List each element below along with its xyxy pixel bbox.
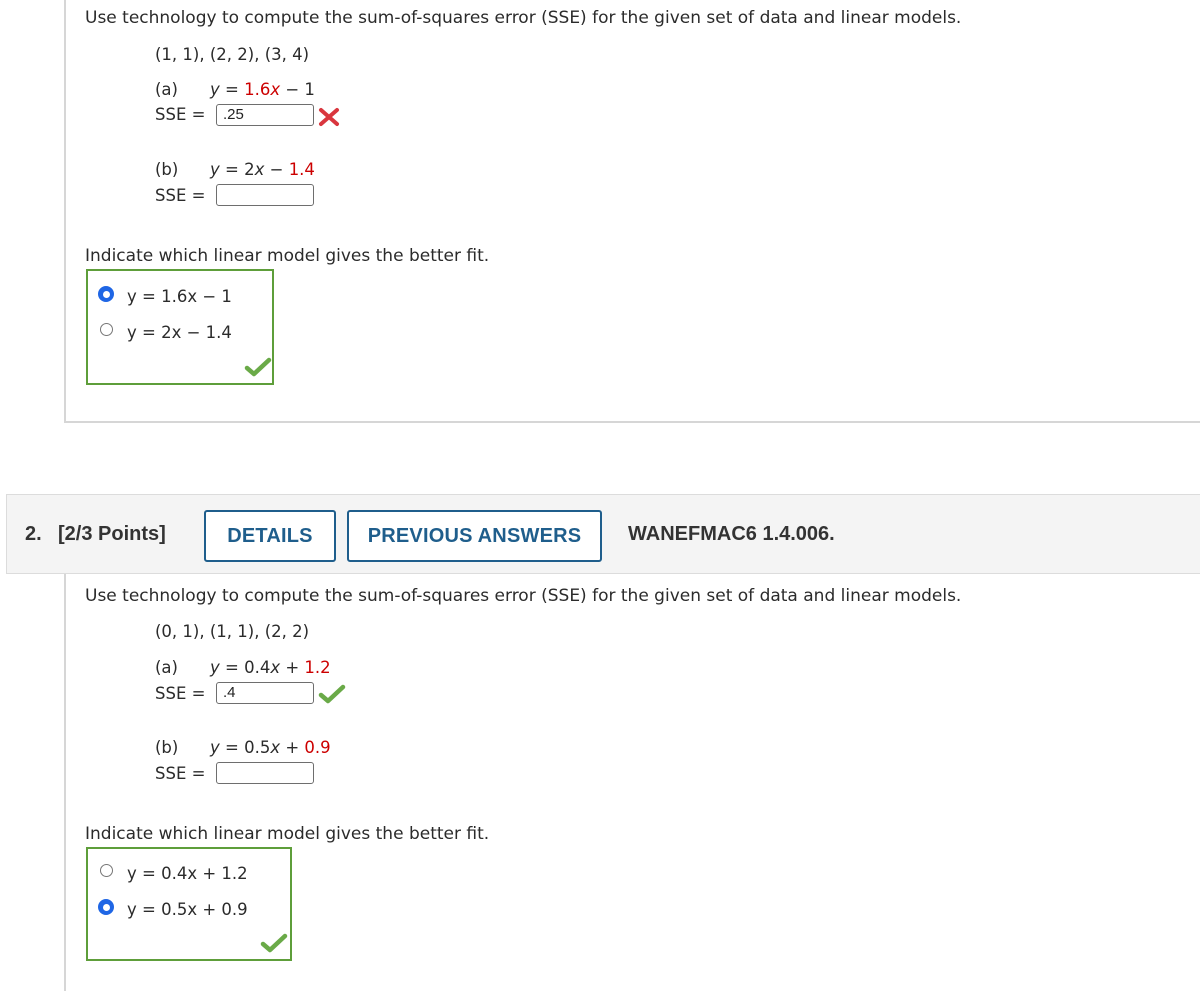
problem1-part-a-sse-input[interactable]: .25 xyxy=(216,104,314,126)
problem2-better-fit-prompt: Indicate which linear model gives the better fit. xyxy=(85,824,490,844)
eq-prefix: y = 0.5x + xyxy=(210,738,305,757)
problem1-part-b-sse-input[interactable] xyxy=(216,184,314,206)
problem2-part-a-equation xyxy=(210,658,331,677)
problem1-better-fit-prompt: Indicate which linear model gives the better fit. xyxy=(85,246,490,266)
eq-suffix: − 1 xyxy=(280,80,315,99)
problem1-part-b-equation xyxy=(210,160,315,179)
correct-check-icon xyxy=(260,933,288,957)
previous-answers-button[interactable]: PREVIOUS ANSWERS xyxy=(347,510,602,562)
eq-constant: 1.4 xyxy=(288,160,315,179)
problem2-points: [2/3 Points] xyxy=(58,523,166,545)
problem2-instructions: Use technology to compute the sum-of-squares error (SSE) for the given set of data and linear models. xyxy=(85,586,962,606)
problem2-part-a-label: (a) xyxy=(155,658,178,677)
eq-constant: 1.2 xyxy=(304,658,331,677)
problem1-left-border xyxy=(64,0,66,423)
problem2-part-a-sse-input[interactable]: .4 xyxy=(216,682,314,704)
problem2-part-b-sse-label: SSE = xyxy=(155,764,206,783)
eq-coefficient: 1.6 xyxy=(244,80,271,99)
problem1-part-b-label: (b) xyxy=(155,160,179,179)
incorrect-x-icon xyxy=(318,107,340,131)
problem2-number: 2. xyxy=(25,523,42,545)
problem1-choice-1-radio[interactable] xyxy=(98,286,114,302)
problem2-data-points: (0, 1), (1, 1), (2, 2) xyxy=(155,622,310,641)
eq-var: x xyxy=(270,80,281,99)
problem2-part-b-label: (b) xyxy=(155,738,179,757)
problem1-part-a-sse-label: SSE = xyxy=(155,105,206,124)
details-button[interactable]: DETAILS xyxy=(204,510,336,562)
eq-prefix: y = 2x − xyxy=(210,160,289,179)
problem1-bottom-border xyxy=(64,421,1200,423)
correct-check-icon xyxy=(318,684,346,708)
eq-prefix: y = xyxy=(210,80,245,99)
problem1-part-b-sse-label: SSE = xyxy=(155,186,206,205)
problem1-choice-2-radio[interactable] xyxy=(100,323,113,336)
problem2-part-a-sse-label: SSE = xyxy=(155,684,206,703)
problem2-part-b-equation xyxy=(210,738,331,757)
problem2-part-b-sse-input[interactable] xyxy=(216,762,314,784)
correct-check-icon xyxy=(244,357,272,381)
problem1-part-a-equation xyxy=(210,80,315,99)
eq-constant: 0.9 xyxy=(304,738,331,757)
problem2-left-border xyxy=(64,574,66,991)
problem2-code: WANEFMAC6 1.4.006. xyxy=(628,523,835,545)
problem2-header-bar xyxy=(6,494,1200,574)
problem1-part-a-label: (a) xyxy=(155,80,178,99)
eq-prefix: y = 0.4x + xyxy=(210,658,305,677)
problem1-data-points: (1, 1), (2, 2), (3, 4) xyxy=(155,45,310,64)
problem1-choice-1-label[interactable]: y = 1.6x − 1 xyxy=(127,287,232,306)
problem1-choice-2-label[interactable]: y = 2x − 1.4 xyxy=(127,323,232,342)
problem2-choice-2-radio[interactable] xyxy=(98,899,114,915)
problem2-choice-1-radio[interactable] xyxy=(100,864,113,877)
problem2-choice-2-label[interactable]: y = 0.5x + 0.9 xyxy=(127,900,248,919)
problem1-instructions: Use technology to compute the sum-of-squares error (SSE) for the given set of data and linear models. xyxy=(85,8,962,28)
problem2-choice-1-label[interactable]: y = 0.4x + 1.2 xyxy=(127,864,248,883)
